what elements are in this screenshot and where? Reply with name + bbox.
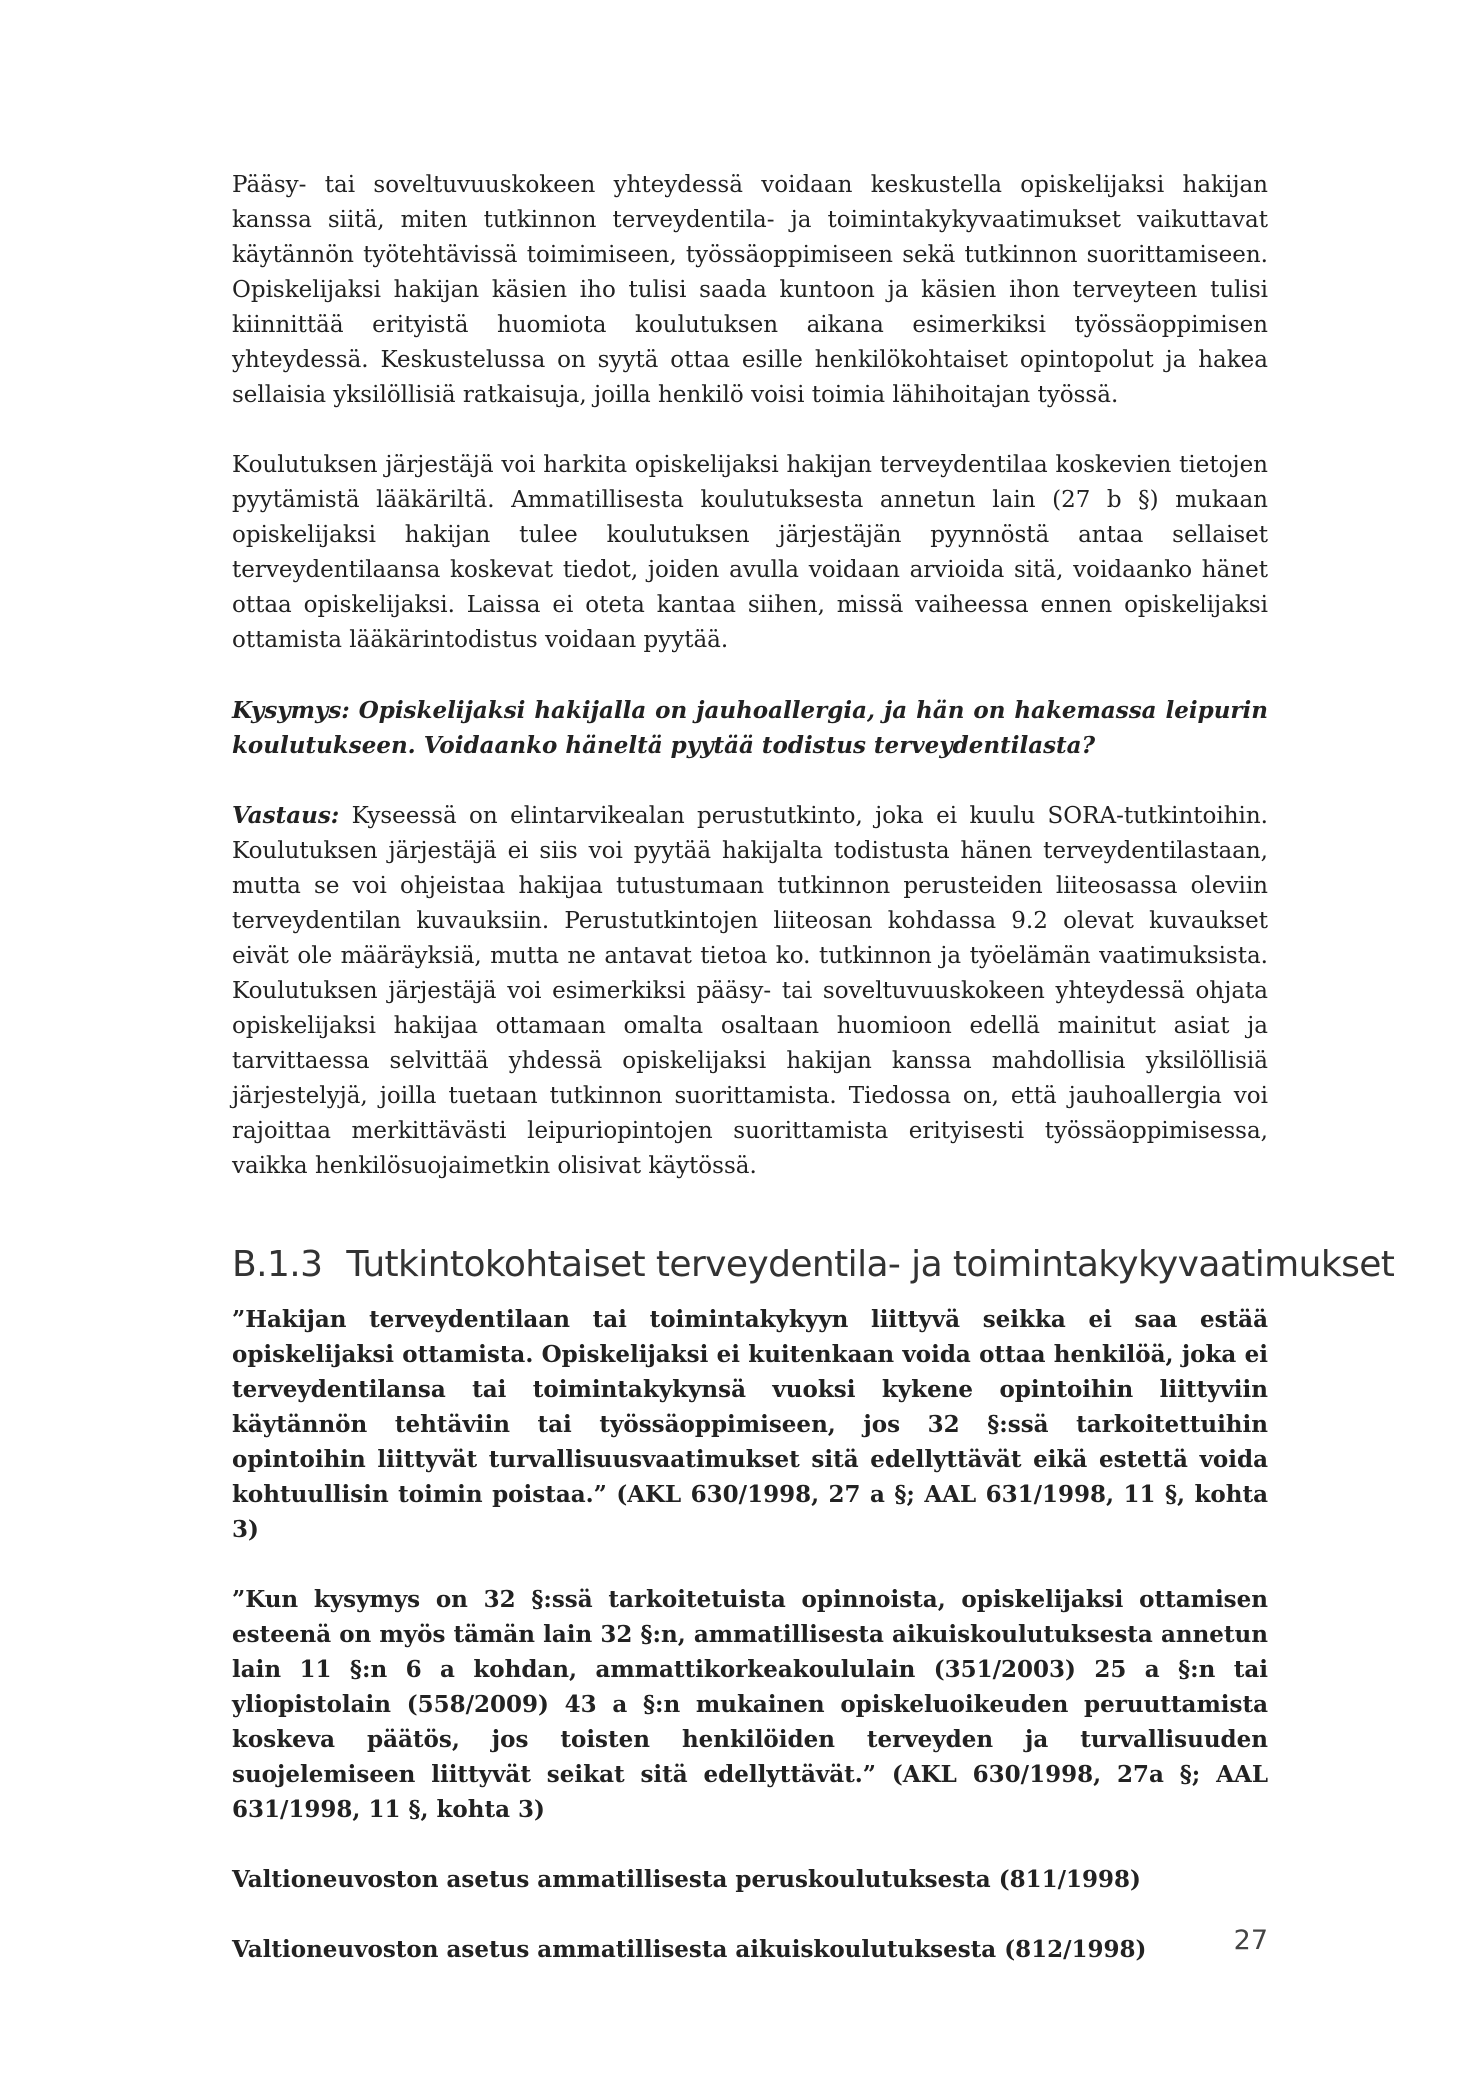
section-heading [232,1242,1395,1288]
body-paragraph-2: Koulutuksen järjestäjä voi harkita opiskelijaksi hakijan terveydentilaa koskevien tietojen pyytämistä lääkäriltä. Ammatillisesta koulutuksesta annetun lain (27 b §) mukaan opiskelijaksi hakijan tulee koulutuksen järjestäjän pyynnöstä antaa sellaiset terveydentilaansa koskevat tiedot, joiden avulla voidaan arvioida sitä, voidaanko hänet ottaa opiskelijaksi. Laissa ei oteta kantaa siihen, missä vaiheessa ennen opiskelijaksi ottamista lääkärintodistus voidaan pyytää. [232,452,1268,653]
answer-paragraph [232,798,1268,1184]
law-quote-1: ”Hakijan terveydentilaan tai toimintakykyyn liittyvä seikka ei saa estää opiskelijaksi ottamista. Opiskelijaksi ei kuitenkaan voida ottaa henkilöä, joka ei terveydentilansa tai toimintakykynsä vuoksi kykene opintoihin liittyviin käytännön tehtäviin tai työssäoppimiseen, jos 32 §:ssä tarkoitettuihin opintoihin liittyvät turvallisuusvaatimukset sitä edellyttävät eikä estettä voida kohtuullisin toimin poistaa.” (AKL 630/1998, 27 a §; AAL 631/1998, 11 §, kohta 3) [232,1306,1268,1543]
law-quote-2: ”Kun kysymys on 32 §:ssä tarkoitetuista opinnoista, opiskelijaksi ottamisen esteenä on myös tämän lain 32 §:n, ammatillisesta aikuiskoulutuksesta annetun lain 11 §:n 6 a kohdan, ammattikorkeakoululain (351/2003) 25 a §:n tai yliopistolain (558/2009) 43 a §:n mukainen opiskeluoikeuden peruuttamista koskeva päätös, jos toisten henkilöiden terveyden ja turvallisuuden suojelemiseen liittyvät seikat sitä edellyttävät.” (AKL 630/1998, 27a §; AAL 631/1998, 11 §, kohta 3) [232,1586,1268,1823]
body-paragraph-1: Pääsy- tai soveltuvuuskokeen yhteydessä voidaan keskustella opiskelijaksi hakijan kanssa siitä, miten tutkinnon terveydentila- ja toimintakykyvaatimukset vaikuttavat käytännön työtehtävissä toimimiseen, työssäoppimiseen sekä tutkinnon suorittamiseen. Opiskelijaksi hakijan käsien iho tulisi saada kuntoon ja käsien ihon terveyteen tulisi kiinnittää erityistä huomiota koulutuksen aikana esimerkiksi työssäoppimisen yhteydessä. Keskustelussa on syytä ottaa esille henkilökohtaiset opintopolut ja hakea sellaisia yksilöllisiä ratkaisuja, joilla henkilö voisi toimia lähihoitajan työssä. [232,172,1268,408]
question-paragraph: Kysymys: Opiskelijaksi hakijalla on jauhoallergia, ja hän on hakemassa leipurin koulutukseen. Voidaanko häneltä pyytää todistus terveydentilasta? [232,697,1268,759]
answer-text: Kyseessä on elintarvikealan perustutkinto, joka ei kuulu SORA-tutkintoihin. Koulutuksen järjestäjä ei siis voi pyytää hakijalta todistusta hänen terveydentilastaan, mutta se voi ohjeistaa hakijaa tutustumaan tutkinnon perusteiden liiteosassa oleviin terveydentilan kuvauksiin. Perustutkintojen liiteosan kohdassa 9.2 olevat kuvaukset eivät ole määräyksiä, mutta ne antavat tietoa ko. tutkinnon ja työelämän vaatimuksista. Koulutuksen järjestäjä voi esimerkiksi pääsy- tai soveltuvuuskokeen yhteydessä ohjata opiskelijaksi hakijaa ottamaan omalta osaltaan huomioon edellä mainitut asiat ja tarvittaessa selvittää yhdessä opiskelijaksi hakijan kanssa mahdollisia yksilöllisiä järjestelyjä, joilla tuetaan tutkinnon suorittamista. Tiedossa on, että jauhoallergia voi rajoittaa merkittävästi leipuriopintojen suorittamista erityisesti työssäoppimisessa, vaikka henkilösuojaimetkin olisivat käytössä. [232,803,1268,1179]
reference-1: Valtioneuvoston asetus ammatillisesta peruskoulutuksesta (811/1998) [232,1866,1141,1893]
section-title: Tutkintokohtaiset terveydentila- ja toimintakykyvaatimukset [346,1244,1395,1285]
page-content [232,168,1395,1967]
page-number: 27 [1233,1925,1268,1956]
answer-label: Vastaus: [232,802,340,829]
section-number: B.1.3 [232,1244,323,1285]
reference-2: Valtioneuvoston asetus ammatillisesta aikuiskoulutuksesta (812/1998) [232,1936,1147,1963]
